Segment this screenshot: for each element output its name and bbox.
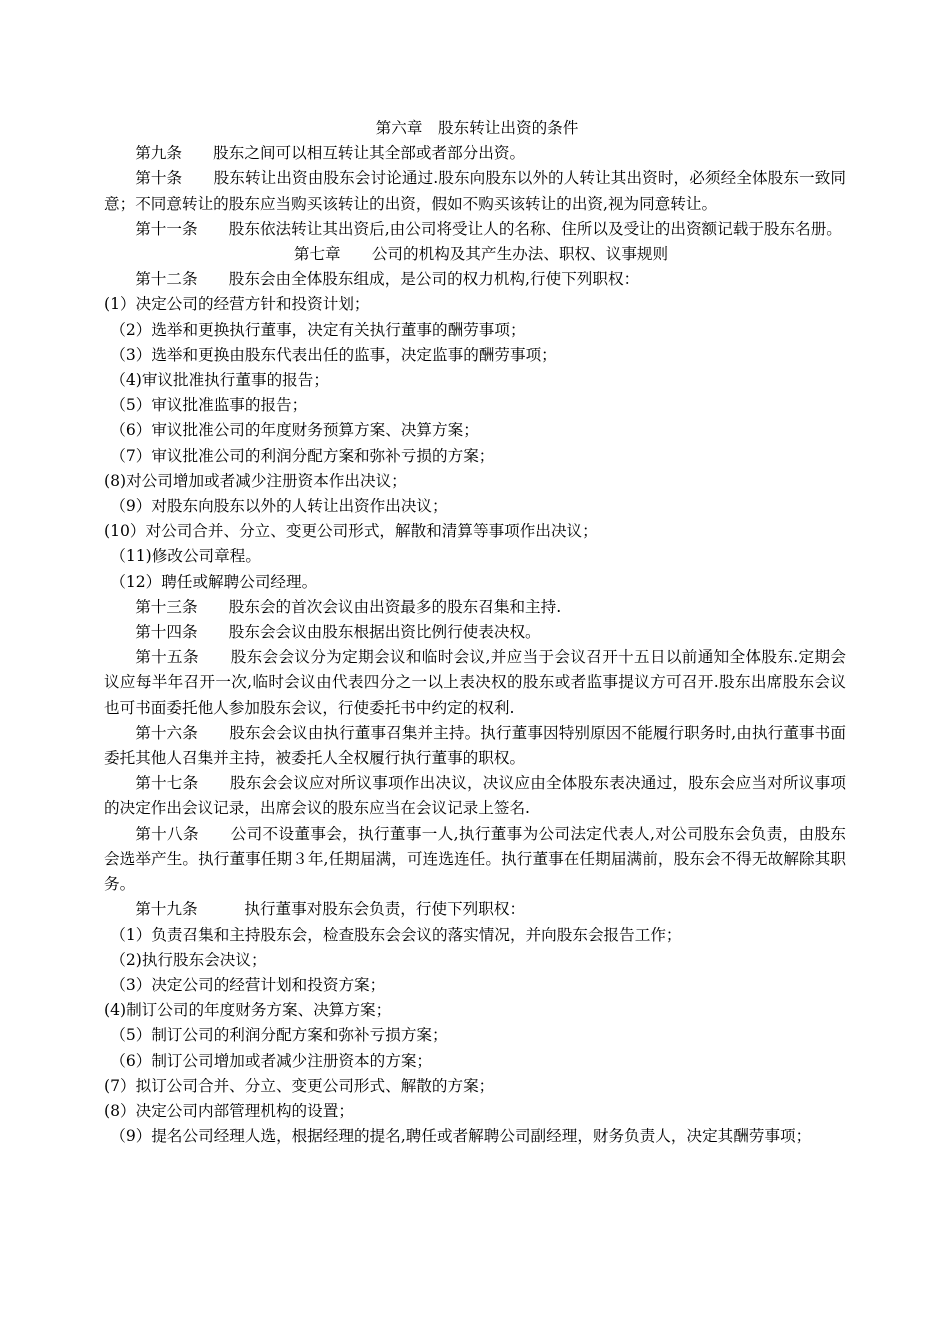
list-item: (1）决定公司的经营方针和投资计划； [104, 295, 370, 314]
list-item: （11)修改公司章程。 [110, 547, 261, 566]
article-number: 第十七条 [135, 774, 230, 793]
chapter-7-heading: 第七章 公司的机构及其产生办法、职权、议事规则 [293, 245, 669, 264]
list-item: （7）审议批准公司的利润分配方案和弥补亏损的方案； [110, 446, 495, 465]
list-item: （12）聘任或解聘公司经理。 [110, 572, 318, 591]
article-number: 第十条 [135, 169, 214, 188]
article-number: 第十二条 [135, 270, 229, 289]
article-text: 股东会的首次会议由出资最多的股东召集和主持. [228, 597, 562, 616]
article-text: 股东依法转让其出资后,由公司将受让人的名称、住所以及受让的出资额记载于股东名册。 [228, 219, 842, 238]
list-item: （1）负责召集和主持股东会，检查股东会会议的落实情况，并向股东会报告工作； [110, 925, 682, 944]
article-text: 执行董事对股东会负责，行使下列职权： [244, 900, 526, 919]
article-number: 第十九条 [135, 900, 245, 919]
article-number: 第十三条 [135, 597, 229, 616]
chapter-6-heading: 第六章 股东转让出资的条件 [375, 119, 579, 137]
article-number: 第十四条 [135, 623, 229, 642]
list-item: （6）制订公司增加或者减少注册资本的方案； [110, 1051, 433, 1070]
article-number: 第十六条 [135, 723, 230, 742]
article-14 [104, 620, 846, 645]
list-item: (7）拟订公司合并、分立、变更公司形式、解散的方案； [104, 1076, 495, 1095]
article-11 [104, 217, 846, 242]
list-item: （6）审议批准公司的年度财务预算方案、决算方案； [110, 421, 479, 440]
article-number: 第十五条 [135, 648, 231, 667]
article-text: 股东转让出资由股东会讨论通过.股东向股东以外的人转让其出资时，必须经全体股东一致同意；不同意转让的股东应当购买该转让的出资，假如不购买该转让的出资,视为同意转让。 [104, 169, 846, 213]
article-number: 第十一条 [135, 219, 229, 238]
list-item: （5）审议批准监事的报告； [110, 396, 308, 415]
article-17 [104, 771, 846, 821]
list-item: （3）选举和更换由股东代表出任的监事，决定监事的酬劳事项； [110, 345, 557, 364]
article-15 [104, 645, 846, 721]
article-text: 股东之间可以相互转让其全部或者部分出资。 [213, 144, 526, 163]
list-item: (4)制订公司的年度财务方案、决算方案； [104, 1001, 392, 1020]
article-19 [104, 897, 846, 922]
article-16 [104, 721, 846, 771]
article-12 [104, 267, 846, 292]
article-number: 第九条 [135, 144, 214, 163]
list-item: （5）制订公司的利润分配方案和弥补亏损方案； [110, 1026, 448, 1045]
article-text: 股东会会议由股东根据出资比例行使表决权。 [228, 623, 541, 642]
article-18 [104, 822, 846, 898]
article-9 [104, 141, 846, 166]
article-10 [104, 166, 846, 216]
list-item: (10）对公司合并、分立、变更公司形式，解散和清算等事项作出决议； [104, 522, 598, 541]
article-text: 公司不设董事会，执行董事一人,执行董事为公司法定代表人,对公司股东会负责，由股东会选举产生。执行董事任期３年,任期届满，可连选连任。执行董事在任期届满前，股东会不得无故解除其职务。 [104, 824, 846, 894]
list-item: (8)对公司增加或者减少注册资本作出决议； [104, 471, 407, 490]
list-item: （2）选举和更换执行董事，决定有关执行董事的酬劳事项； [110, 320, 526, 339]
list-item: （9）对股东向股东以外的人转让出资作出决议； [110, 497, 448, 516]
list-item: （4)审议批准执行董事的报告； [110, 371, 329, 390]
article-text: 股东会会议应对所议事项作出决议，决议应由全体股东表决通过，股东会应当对所议事项的决定作出会议记录，出席会议的股东应当在会议记录上签名. [104, 774, 846, 818]
article-text: 股东会会议分为定期会议和临时会议,并应当于会议召开十五日以前通知全体股东.定期会议应每半年召开一次,临时会议由代表四分之一以上表决权的股东或者监事提议方可召开.股东出席股东会议也可书面委托他人参加股东会议，行使委托书中约定的权利. [104, 648, 846, 717]
list-item: （3）决定公司的经营计划和投资方案； [110, 975, 386, 994]
list-item: （2)执行股东会决议； [110, 950, 267, 969]
list-item: （9）提名公司经理人选，根据经理的提名,聘任或者解聘公司副经理，财务负责人，决定其酬劳事项； [110, 1127, 812, 1146]
article-text: 股东会由全体股东组成，是公司的权力机构,行使下列职权： [228, 270, 640, 289]
article-text: 股东会会议由执行董事召集并主持。执行董事因特别原因不能履行职务时,由执行董事书面委托其他人召集并主持，被委托人全权履行执行董事的职权。 [104, 723, 846, 768]
list-item: (8）决定公司内部管理机构的设置； [104, 1101, 354, 1120]
article-number: 第十八条 [135, 824, 231, 843]
article-13 [104, 595, 846, 620]
